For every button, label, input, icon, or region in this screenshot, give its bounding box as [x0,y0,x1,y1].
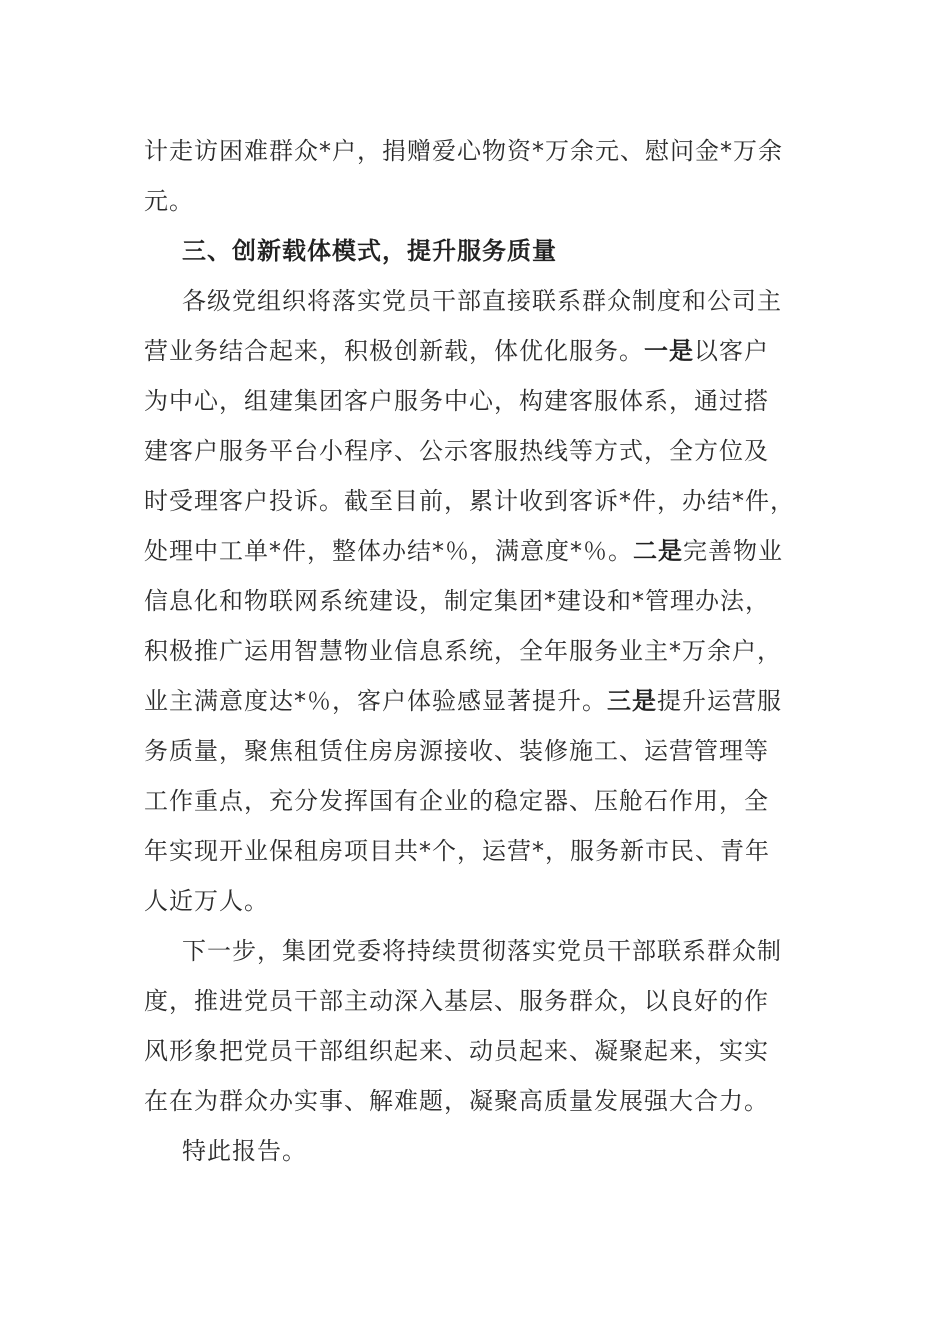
bold-marker: 一是 [644,337,694,365]
paragraph-next-steps [144,926,824,1126]
text-line: 为中心，组建集团客户服务中心，构建客服体系，通过搭 [144,387,769,415]
text-segment: 以客户 [694,337,769,365]
text-line: 务质量，聚焦租赁住房房源接收、装修施工、运营管理等 [144,737,769,765]
text-segment: 营业务结合起来，积极创新载，体优化服务。 [144,337,644,365]
text-line: 度，推进党员干部主动深入基层、服务群众，以良好的作 [144,987,769,1015]
text-line [144,676,824,726]
text-line: 时受理客户投诉。截至目前，累计收到客诉*件，办结*件， [144,487,795,515]
text-segment: 完善物业 [683,537,783,565]
document-body [144,126,824,1176]
text-line: 建客户服务平台小程序、公示客服热线等方式，全方位及 [144,437,769,465]
text-line: 工作重点，充分发挥国有企业的稳定器、压舱石作用，全 [144,787,769,815]
text-line: 各级党组织将落实党员干部直接联系群众制度和公司主 [182,287,782,315]
bold-marker: 二是 [633,537,683,565]
paragraph-continued [144,126,824,226]
closing-line: 特此报告。 [182,1137,307,1165]
text-line: 在在为群众办实事、解难题，凝聚高质量发展强大合力。 [144,1087,769,1115]
text-line: 积极推广运用智慧物业信息系统，全年服务业主*万余户， [144,637,782,665]
text-line: 计走访困难群众*户，捐赠爱心物资*万余元、慰问金*万余 [144,137,783,165]
paragraph-service-quality [144,276,824,926]
section-heading: 三、创新载体模式，提升服务质量 [182,237,557,265]
text-line: 人近万人。 [144,887,269,915]
text-line [144,326,824,376]
text-line: 风形象把党员干部组织起来、动员起来、凝聚起来，实实 [144,1037,769,1065]
text-line: 信息化和物联网系统建设，制定集团*建设和*管理办法， [144,587,770,615]
bold-marker: 三是 [607,687,657,715]
text-line: 元。 [144,187,194,215]
text-segment: 提升运营服 [657,687,782,715]
text-line: 年实现开业保租房项目共*个，运营*，服务新市民、青年 [144,837,770,865]
text-line: 下一步，集团党委将持续贯彻落实党员干部联系群众制 [182,937,782,965]
text-line [144,526,824,576]
text-segment: 处理中工单*件，整体办结*％，满意度*％。 [144,537,633,565]
text-segment: 业主满意度达*％，客户体验感显著提升。 [144,687,607,715]
